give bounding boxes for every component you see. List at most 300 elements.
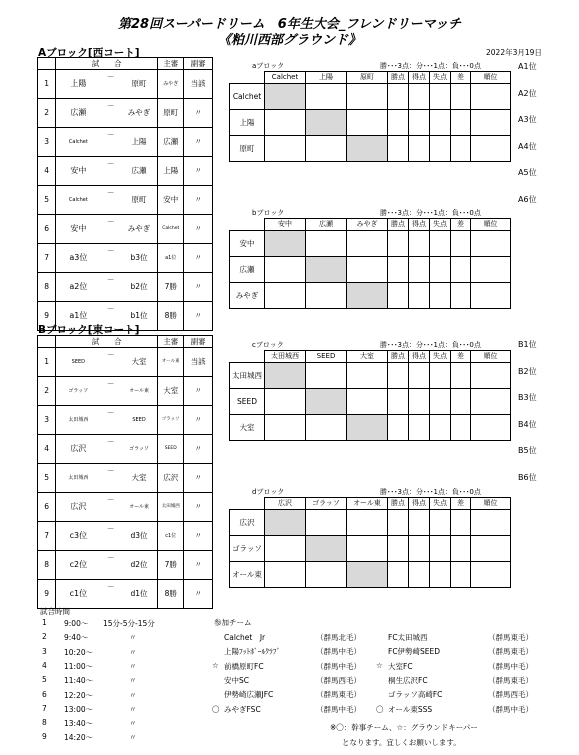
participant-team: 安中SC (224, 675, 249, 685)
league-row (230, 84, 511, 110)
home-team: SEED (56, 348, 101, 377)
match-row (38, 128, 213, 157)
league-stat-cell (451, 510, 471, 536)
league-points-rule-a: 勝･･･3点：分･･･1点：負･･･0点 (380, 62, 481, 70)
away-team: d2位 (121, 551, 158, 580)
participant-team: みやぎFSC (224, 704, 261, 714)
league-stat-cell (451, 536, 471, 562)
league-stat-cell (388, 110, 409, 136)
participant-team: Calchet Jr (224, 633, 266, 642)
league-stat-cell (409, 257, 430, 283)
away-team: ゴラッソ (121, 435, 158, 464)
league-stat-cell (471, 389, 511, 415)
sub-referee: 〃 (184, 377, 213, 406)
match-number: 8 (38, 551, 56, 580)
league-col-team: オール東 (347, 498, 388, 510)
away-team: 原町 (121, 70, 158, 99)
league-col-stat: 順位 (471, 351, 511, 363)
sub-referee: 〃 (184, 273, 213, 302)
participant-mark: ☆ (376, 660, 383, 670)
match-number: 9 (38, 580, 56, 609)
league-row (230, 415, 511, 441)
participant-region: （群馬東毛） (488, 675, 533, 685)
schedule-number: 9 (42, 732, 47, 742)
match-number: 4 (38, 435, 56, 464)
sub-referee: 〃 (184, 157, 213, 186)
home-team: 広沢 (56, 435, 101, 464)
match-row (38, 348, 213, 377)
league-row-team: みやぎ (230, 283, 265, 309)
home-team: ゴラッソ (56, 377, 101, 406)
league-result-cell (265, 536, 306, 562)
sub-referee: 〃 (184, 580, 213, 609)
block-a-match-table (37, 57, 213, 331)
league-col-stat: 失点 (430, 351, 451, 363)
away-team: d1位 (121, 580, 158, 609)
away-team: 大室 (121, 348, 158, 377)
league-col-team: 原町 (347, 72, 388, 84)
sub-referee: 〃 (184, 302, 213, 331)
rank-label-a: A3位 (518, 115, 537, 124)
schedule-time: 11:00～ (64, 661, 94, 671)
schedule-number: 1 (42, 618, 47, 627)
schedule-time: 10:20～ (64, 647, 94, 657)
match-separator: － (100, 522, 121, 551)
match-head-no (38, 336, 56, 348)
league-result-cell (347, 510, 388, 536)
league-points-rule-b: 勝･･･3点：分･･･1点：負･･･0点 (380, 209, 481, 217)
league-stat-cell (430, 257, 451, 283)
sub-referee: 〃 (184, 99, 213, 128)
schedule-number: 6 (42, 689, 47, 699)
participant-team: FC伊勢崎SEED (388, 647, 441, 657)
league-stat-cell (471, 536, 511, 562)
sub-referee: 〃 (184, 522, 213, 551)
league-points-rule-d: 勝･･･3点：分･･･1点：負･･･0点 (380, 488, 481, 496)
main-referee: SEED (158, 435, 184, 464)
home-team: c2位 (56, 551, 101, 580)
league-row-team: オール東 (230, 562, 265, 588)
league-result-cell (265, 415, 306, 441)
league-row (230, 283, 511, 309)
league-stat-cell (388, 363, 409, 389)
match-row (38, 493, 213, 522)
league-row-team: 安中 (230, 231, 265, 257)
league-result-cell (306, 283, 347, 309)
participant-team: 上陽ﾌｯﾄﾎﾞｰﾙｸﾗﾌﾞ (224, 647, 281, 657)
league-col-stat: 差 (451, 72, 471, 84)
match-head-sub-ref: 副審 (184, 336, 213, 348)
league-result-cell (347, 389, 388, 415)
league-corner (230, 351, 265, 363)
match-number: 8 (38, 273, 56, 302)
match-number: 7 (38, 244, 56, 273)
league-row (230, 257, 511, 283)
league-result-cell (347, 110, 388, 136)
league-stat-cell (409, 562, 430, 588)
league-stat-cell (409, 415, 430, 441)
league-stat-cell (388, 510, 409, 536)
league-stat-cell (451, 110, 471, 136)
league-stat-cell (451, 136, 471, 162)
match-head-match: 試 合 (56, 58, 158, 70)
league-row-team: 原町 (230, 136, 265, 162)
league-result-cell (265, 257, 306, 283)
away-team: 上陽 (121, 128, 158, 157)
match-row (38, 244, 213, 273)
match-head-sub-ref: 副審 (184, 58, 213, 70)
league-result-cell (306, 510, 347, 536)
league-stat-cell (430, 415, 451, 441)
league-result-cell (265, 562, 306, 588)
home-team: 上陽 (56, 70, 101, 99)
match-head-main-ref: 主審 (158, 58, 184, 70)
match-number: 3 (38, 406, 56, 435)
league-row (230, 136, 511, 162)
league-col-team: 大室 (347, 351, 388, 363)
participant-team: オール東SSS (388, 704, 433, 714)
match-number: 2 (38, 99, 56, 128)
schedule-number: 7 (42, 703, 47, 713)
league-col-team: 上陽 (306, 72, 347, 84)
league-col-team: みやぎ (347, 219, 388, 231)
league-stat-cell (430, 536, 451, 562)
participant-team: 大室FC (388, 661, 413, 671)
league-stat-cell (388, 562, 409, 588)
match-separator: － (100, 99, 121, 128)
match-row (38, 157, 213, 186)
league-stat-cell (471, 136, 511, 162)
league-stat-cell (451, 389, 471, 415)
sub-referee: 〃 (184, 186, 213, 215)
league-row (230, 562, 511, 588)
league-row-team: ゴラッソ (230, 536, 265, 562)
match-separator: － (100, 215, 121, 244)
away-team: b3位 (121, 244, 158, 273)
league-col-stat: 得点 (409, 72, 430, 84)
league-self-cell (347, 136, 388, 162)
match-separator: － (100, 157, 121, 186)
match-separator: － (100, 435, 121, 464)
league-col-team: Calchet (265, 72, 306, 84)
league-stat-cell (471, 415, 511, 441)
schedule-note: 15分-5分-15分 (103, 619, 155, 628)
league-stat-cell (409, 84, 430, 110)
schedule-time: 11:40～ (64, 676, 94, 686)
participant-team: FC太田城西 (388, 633, 428, 642)
match-separator: － (100, 244, 121, 273)
rank-label-b: B4位 (518, 420, 537, 429)
sub-referee: 〃 (184, 128, 213, 157)
league-table-a (229, 71, 511, 162)
league-table-c (229, 350, 511, 441)
league-result-cell (347, 231, 388, 257)
match-separator: － (100, 551, 121, 580)
participant-region: （群馬東毛） (316, 690, 361, 700)
match-head-match: 試 合 (56, 336, 158, 348)
league-result-cell (347, 363, 388, 389)
league-col-team: ゴラッソ (306, 498, 347, 510)
league-stat-cell (451, 415, 471, 441)
league-result-cell (306, 562, 347, 588)
league-col-stat: 失点 (430, 219, 451, 231)
league-result-cell (306, 363, 347, 389)
league-label-a: aブロック (252, 62, 285, 70)
league-col-stat: 勝点 (388, 72, 409, 84)
match-separator: － (100, 464, 121, 493)
match-row (38, 186, 213, 215)
rank-label-b: B1位 (518, 340, 537, 349)
participant-region: （群馬中毛） (316, 661, 361, 671)
league-self-cell (306, 389, 347, 415)
away-team: b1位 (121, 302, 158, 331)
league-stat-cell (471, 231, 511, 257)
league-result-cell (265, 136, 306, 162)
home-team: c3位 (56, 522, 101, 551)
schedule-note: 〃 (129, 676, 137, 686)
league-corner (230, 498, 265, 510)
league-result-cell (306, 231, 347, 257)
sub-referee: 〃 (184, 215, 213, 244)
league-col-stat: 勝点 (388, 498, 409, 510)
sub-referee: 〃 (184, 435, 213, 464)
main-referee: ゴラッソ (158, 406, 184, 435)
date: 2022年3月19日 (486, 48, 542, 57)
participant-region: （群馬東毛） (488, 633, 533, 642)
main-referee: 8勝 (158, 302, 184, 331)
league-stat-cell (471, 363, 511, 389)
league-row (230, 536, 511, 562)
match-head-no (38, 58, 56, 70)
match-row (38, 70, 213, 99)
league-col-stat: 得点 (409, 219, 430, 231)
page-title: 第28回スーパードリーム 6年生大会_フレンドリーマッチ (118, 17, 461, 32)
league-col-stat: 差 (451, 351, 471, 363)
home-team: 安中 (56, 215, 101, 244)
league-stat-cell (430, 231, 451, 257)
match-separator: － (100, 128, 121, 157)
sub-referee: 〃 (184, 406, 213, 435)
schedule-time: 14:20～ (64, 733, 94, 743)
participant-mark: ☆ (212, 660, 219, 670)
league-stat-cell (409, 363, 430, 389)
main-referee: c1位 (158, 522, 184, 551)
schedule-number: 4 (42, 660, 47, 670)
match-row (38, 215, 213, 244)
sub-referee: 当該 (184, 70, 213, 99)
home-team: Calchet (56, 128, 101, 157)
league-row-team: Calchet (230, 84, 265, 110)
league-stat-cell (388, 136, 409, 162)
league-stat-cell (388, 415, 409, 441)
league-col-team: 広瀬 (306, 219, 347, 231)
league-col-stat: 差 (451, 219, 471, 231)
schedule-time: 12:20～ (64, 690, 94, 700)
match-row (38, 580, 213, 609)
schedule-number: 8 (42, 718, 47, 728)
league-row-team: SEED (230, 389, 265, 415)
league-result-cell (265, 110, 306, 136)
league-col-stat: 失点 (430, 498, 451, 510)
main-referee: 7勝 (158, 551, 184, 580)
rank-label-a: A6位 (518, 195, 537, 204)
league-stat-cell (451, 283, 471, 309)
sub-referee: 〃 (184, 493, 213, 522)
match-row (38, 522, 213, 551)
away-team: 大室 (121, 464, 158, 493)
home-team: 広瀬 (56, 99, 101, 128)
away-team: オール東 (121, 377, 158, 406)
match-row (38, 273, 213, 302)
league-row-team: 太田城西 (230, 363, 265, 389)
league-result-cell (347, 84, 388, 110)
rank-label-b: B2位 (518, 367, 537, 376)
match-row (38, 435, 213, 464)
league-stat-cell (388, 389, 409, 415)
schedule-number: 5 (42, 675, 47, 685)
league-self-cell (306, 257, 347, 283)
league-row (230, 231, 511, 257)
main-referee: 7勝 (158, 273, 184, 302)
participant-region: （群馬西毛） (316, 675, 361, 685)
match-head-main-ref: 主審 (158, 336, 184, 348)
rank-label-a: A2位 (518, 89, 537, 98)
league-self-cell (265, 510, 306, 536)
league-stat-cell (451, 562, 471, 588)
match-number: 2 (38, 377, 56, 406)
home-team: c1位 (56, 580, 101, 609)
league-stat-cell (409, 110, 430, 136)
league-self-cell (347, 415, 388, 441)
league-self-cell (265, 363, 306, 389)
league-result-cell (347, 536, 388, 562)
match-row (38, 464, 213, 493)
league-stat-cell (409, 389, 430, 415)
schedule-note: 〃 (129, 719, 137, 729)
match-number: 5 (38, 464, 56, 493)
match-number: 6 (38, 215, 56, 244)
main-referee: 広瀬 (158, 128, 184, 157)
league-col-stat: 得点 (409, 498, 430, 510)
league-label-b: bブロック (252, 209, 285, 217)
league-row-team: 広瀬 (230, 257, 265, 283)
schedule-time: 13:40～ (64, 719, 94, 729)
main-referee: オール東 (158, 348, 184, 377)
main-referee: Calchet (158, 215, 184, 244)
sub-referee: 〃 (184, 551, 213, 580)
league-result-cell (265, 389, 306, 415)
league-stat-cell (388, 283, 409, 309)
league-stat-cell (430, 389, 451, 415)
league-stat-cell (388, 231, 409, 257)
match-number: 6 (38, 493, 56, 522)
league-stat-cell (471, 84, 511, 110)
main-referee: 上陽 (158, 157, 184, 186)
league-label-c: cブロック (252, 341, 284, 349)
league-col-stat: 差 (451, 498, 471, 510)
league-col-team: 安中 (265, 219, 306, 231)
participant-team: 前橋原町FC (224, 661, 264, 671)
league-col-team: SEED (306, 351, 347, 363)
league-result-cell (306, 84, 347, 110)
away-team: オール東 (121, 493, 158, 522)
away-team: 広瀬 (121, 157, 158, 186)
home-team: a2位 (56, 273, 101, 302)
league-label-d: dブロック (252, 488, 285, 496)
league-corner (230, 219, 265, 231)
schedule-note: 〃 (129, 633, 137, 643)
participant-region: （群馬西毛） (488, 690, 533, 700)
schedule-number: 2 (42, 632, 47, 642)
league-result-cell (306, 136, 347, 162)
league-self-cell (347, 283, 388, 309)
match-number: 1 (38, 348, 56, 377)
league-stat-cell (430, 510, 451, 536)
away-team: b2位 (121, 273, 158, 302)
participant-region: （群馬中毛） (488, 661, 533, 671)
league-row (230, 389, 511, 415)
league-stat-cell (471, 562, 511, 588)
league-stat-cell (409, 510, 430, 536)
league-points-rule-c: 勝･･･3点：分･･･1点：負･･･0点 (380, 341, 481, 349)
match-separator: － (100, 406, 121, 435)
main-referee: 大室 (158, 377, 184, 406)
rank-label-a: A4位 (518, 142, 537, 151)
match-number: 5 (38, 186, 56, 215)
schedule-heading: 試合時間 (40, 607, 70, 616)
match-number: 3 (38, 128, 56, 157)
main-referee: 原町 (158, 99, 184, 128)
schedule-note: 〃 (129, 690, 137, 700)
home-team: Calchet (56, 186, 101, 215)
main-referee: 広沢 (158, 464, 184, 493)
league-row-team: 大室 (230, 415, 265, 441)
league-stat-cell (388, 84, 409, 110)
league-col-team: 広沢 (265, 498, 306, 510)
rank-label-a: A1位 (518, 62, 537, 71)
rank-label-b: B6位 (518, 473, 537, 482)
league-self-cell (265, 84, 306, 110)
league-stat-cell (471, 510, 511, 536)
schedule-number: 3 (42, 646, 47, 656)
participant-mark: 〇 (376, 704, 384, 714)
away-team: SEED (121, 406, 158, 435)
main-referee: 8勝 (158, 580, 184, 609)
schedule-note: 〃 (129, 661, 137, 671)
participant-region: （群馬中毛） (488, 704, 533, 714)
match-number: 4 (38, 157, 56, 186)
block-b-match-table (37, 335, 213, 609)
main-referee: 安中 (158, 186, 184, 215)
match-separator: － (100, 70, 121, 99)
league-stat-cell (430, 562, 451, 588)
league-stat-cell (430, 110, 451, 136)
league-col-stat: 勝点 (388, 351, 409, 363)
participant-region: （群馬東毛） (488, 647, 533, 657)
league-col-stat: 勝点 (388, 219, 409, 231)
note-line-2: となります。宜しくお願いします。 (342, 738, 461, 747)
match-number: 7 (38, 522, 56, 551)
match-separator: － (100, 273, 121, 302)
league-table-b (229, 218, 511, 309)
league-stat-cell (471, 110, 511, 136)
league-stat-cell (409, 136, 430, 162)
sub-referee: 〃 (184, 464, 213, 493)
participants-heading: 参加チーム (214, 618, 252, 627)
league-table-d (229, 497, 511, 588)
participant-region: （群馬北毛） (316, 633, 361, 642)
league-row-team: 広沢 (230, 510, 265, 536)
